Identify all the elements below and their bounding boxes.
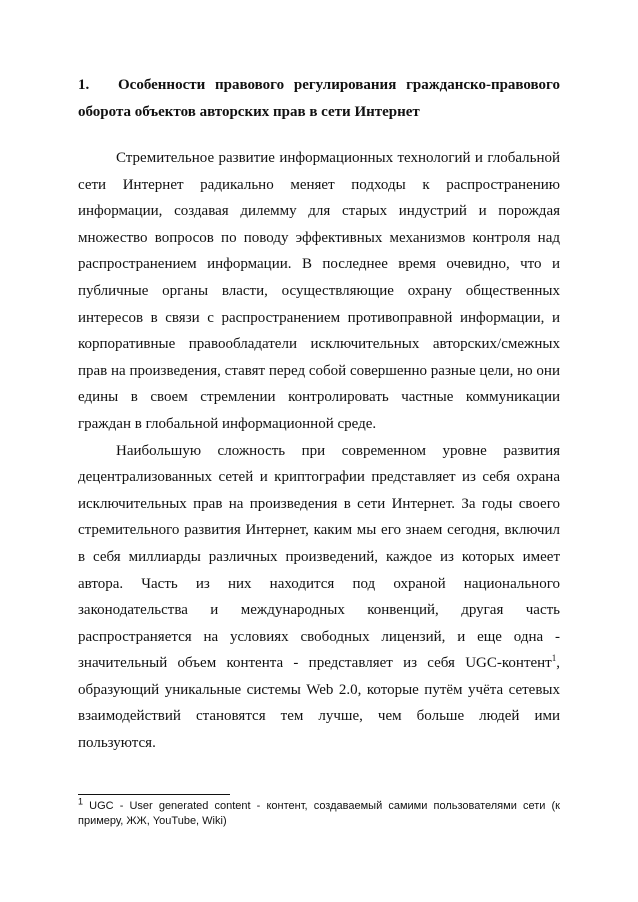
paragraph-1: Стремительное развитие информационных технологий и глобальной сети Интернет радикально меняет подходы к распространению информации, создавая дилемму для старых индустрий и порождая множество вопросов по поводу эффективных механизмов контроля над распространением информации. В последнее время очевидно, что и публичные органы власти, осуществляющие охрану общественных интересов в связи с распространением противоправной информации, и корпоративные правообладатели исключительных авторских/смежных прав на произведения, ставят перед собой совершенно разные цели, но они едины в своем стремлении контролировать частные коммуникации граждан в глобальной информационной среде. (78, 150, 560, 432)
section-title: Особенности правового регулирования гражданско-правового оборота объектов авторских прав в сети Интернет (78, 77, 560, 120)
section-heading (78, 72, 560, 126)
footnote-text: UGC - User generated content - контент, создаваемый самими пользователями сети (к примеру, ЖЖ, YouTube, Wiki) (78, 800, 560, 827)
paragraph-2-text-before: Наибольшую сложность при современном уровне развития децентрализованных сетей и криптографии представляет из себя охрана исключительных прав на произведения в сети Интернет. За годы своего стремительного развития Интернет, каким мы его знаем сегодня, включил в себя миллиарды различных произведений, каждое из которых имеет автора. Часть из них находится под охраной национального законодательства и международных конвенций, другая часть распространяется на условиях свободных лицензий, и еще одна - значительный объем контента - представляет из себя UGC-контент (78, 442, 560, 672)
footnote-divider (78, 794, 230, 795)
document-body (78, 145, 560, 757)
footnote-marker: 1 (78, 796, 84, 807)
footnote (78, 796, 560, 829)
paragraph-2-text-after: , образующий уникальные системы Web 2.0, которые путём учёта сетевых взаимодействий становятся тем лучше, чем больше людей ими пользуются. (78, 655, 560, 752)
footnote-reference[interactable]: 1 (551, 653, 557, 664)
paragraph-2 (78, 438, 560, 757)
section-number: 1. (78, 77, 90, 93)
